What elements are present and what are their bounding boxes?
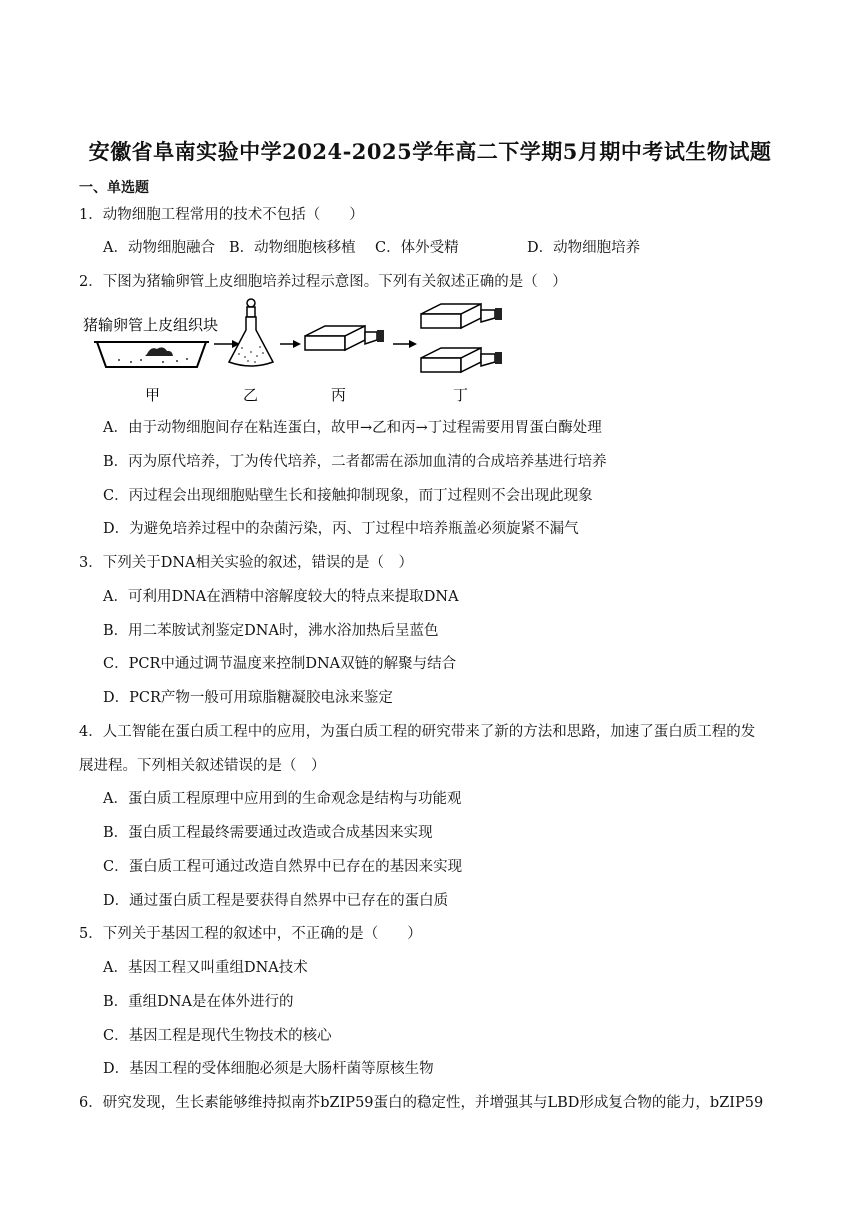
question-5-option-d[interactable]: D．基因工程的受体细胞必须是大肠杆菌等原核生物 (103, 1061, 434, 1077)
question-2-option-a[interactable]: A．由于动物细胞间存在粘连蛋白，故甲→乙和丙→丁过程需要用胃蛋白酶处理 (103, 420, 602, 436)
question-4-option-c[interactable]: C．蛋白质工程可通过改造自然界中已存在的基因来实现 (103, 859, 463, 875)
section-heading: 一、单选题 (79, 180, 149, 196)
question-6-stem-line-1: 6．研究发现，生长素能够维持拟南芥bZIP59蛋白的稳定性，并增强其与LBD形成复合物的能力，bZIP59 (79, 1095, 764, 1111)
question-2-stem: 2．下图为猪输卵管上皮细胞培养过程示意图。下列有关叙述正确的是（ ） (79, 274, 567, 290)
bottle-ding-bottom (421, 348, 502, 372)
option-c[interactable]: C．体外受精 (375, 240, 459, 256)
question-4-option-a[interactable]: A．蛋白质工程原理中应用到的生命观念是结构与功能观 (103, 791, 462, 807)
option-b[interactable]: B．动物细胞核移植 (229, 240, 356, 256)
label-jia: 甲 (145, 387, 161, 404)
tissue-label: 猪输卵管上皮组织块 (83, 317, 219, 334)
question-5-option-c[interactable]: C．基因工程是现代生物技术的核心 (103, 1028, 332, 1044)
flask-yi (229, 299, 273, 366)
label-ding: 丁 (453, 387, 469, 404)
question-2-option-c[interactable]: C．丙过程会出现细胞贴壁生长和接触抑制现象，而丁过程则不会出现此现象 (103, 488, 593, 504)
question-2-option-d[interactable]: D．为避免培养过程中的杂菌污染，丙、丁过程中培养瓶盖必须旋紧不漏气 (103, 521, 579, 537)
cell-culture-figure (79, 296, 539, 408)
bottle-ding-top (421, 304, 502, 328)
question-4-stem-line-2: 展进程。下列相关叙述错误的是（ ） (79, 758, 326, 774)
question-4-option-b[interactable]: B．蛋白质工程最终需要通过改造或合成基因来实现 (103, 825, 433, 841)
question-3-option-d[interactable]: D．PCR产物一般可用琼脂糖凝胶电泳来鉴定 (103, 690, 393, 706)
question-1-stem: 1．动物细胞工程常用的技术不包括（ ） (79, 207, 364, 223)
question-5-option-b[interactable]: B．重组DNA是在体外进行的 (103, 994, 294, 1010)
dish-jia (94, 342, 209, 367)
label-bing: 丙 (331, 387, 347, 404)
page-title: 安徽省阜南实验中学2024-2025学年高二下学期5月期中考试生物试题 (88, 139, 772, 164)
question-4-option-d[interactable]: D．通过蛋白质工程是要获得自然界中已存在的蛋白质 (103, 893, 449, 909)
question-3-option-b[interactable]: B．用二苯胺试剂鉴定DNA时，沸水浴加热后呈蓝色 (103, 623, 439, 639)
option-d[interactable]: D．动物细胞培养 (527, 240, 641, 256)
option-a[interactable]: A．动物细胞融合 (103, 240, 215, 256)
question-4-stem-line-1: 4．人工智能在蛋白质工程中的应用，为蛋白质工程的研究带来了新的方法和思路，加速了蛋白质工程的发 (79, 724, 756, 740)
question-3-option-a[interactable]: A．可利用DNA在酒精中溶解度较大的特点来提取DNA (103, 589, 459, 605)
question-2-option-b[interactable]: B．丙为原代培养，丁为传代培养，二者都需在添加血清的合成培养基进行培养 (103, 454, 607, 470)
question-3-stem: 3．下列关于DNA相关实验的叙述，错误的是（ ） (79, 555, 414, 571)
question-3-option-c[interactable]: C．PCR中通过调节温度来控制DNA双链的解聚与结合 (103, 656, 457, 672)
question-5-stem: 5．下列关于基因工程的叙述中，不正确的是（ ） (79, 926, 422, 942)
label-yi: 乙 (243, 387, 259, 404)
question-5-option-a[interactable]: A．基因工程又叫重组DNA技术 (103, 960, 308, 976)
bottle-bing (305, 326, 384, 350)
